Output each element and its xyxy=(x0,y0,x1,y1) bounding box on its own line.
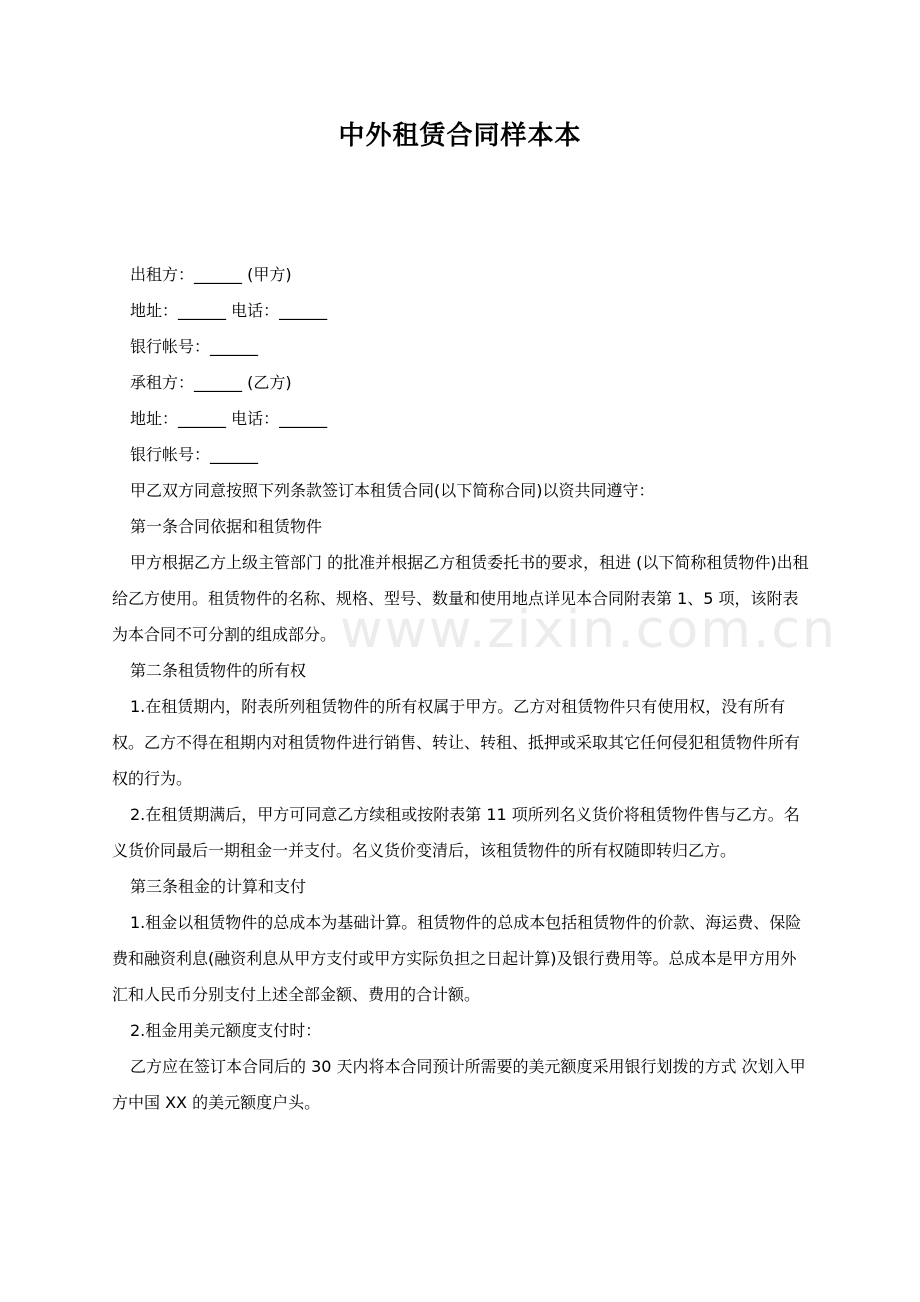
party-a-bank-line: 银行帐号：______ xyxy=(130,337,259,356)
article-3-clause-1: 1.租金以租赁物件的总成本为基础计算。租赁物件的总成本包括租赁物件的价款、海运费、保险费和融资利息(融资利息从甲方支付或甲方实际负担之日起计算)及银行费用等。总成本是甲方用外汇和人民币分别支付上述全部金额、费用的合计额。 xyxy=(112,913,802,1004)
party-b-line: 承租方：______ (乙方) xyxy=(130,373,292,392)
preamble-paragraph: 甲乙双方同意按照下列条款签订本租赁合同(以下简称合同)以资共同遵守： xyxy=(130,481,655,500)
party-b-address-line: 地址：______ 电话：______ xyxy=(130,409,328,428)
watermark: www.zixin.com.cn xyxy=(340,600,837,660)
article-2-clause-2: 2.在租赁期满后，甲方可同意乙方续租或按附表第 11 项所列名义货价将租赁物件售与乙方。名义货价同最后一期租金一并支付。名义货价变清后，该租赁物件的所有权随即转归乙方。 xyxy=(112,805,800,860)
article-2-heading: 第二条租赁物件的所有权 xyxy=(130,661,307,680)
article-2-clause-1: 1.在租赁期内，附表所列租赁物件的所有权属于甲方。乙方对租赁物件只有使用权，没有所有权。乙方不得在租期内对租赁物件进行销售、转让、转租、抵押或采取其它任何侵犯租赁物件所有权的行为。 xyxy=(112,697,801,788)
article-1-body: 甲方根据乙方上级主管部门 的批准并根据乙方租赁委托书的要求，租进 (以下简称租赁物件)出租给乙方使用。租赁物件的名称、规格、型号、数量和使用地点详见本合同附表第 1、5 项，该附表为本合同不可分割的组成部分。 xyxy=(112,553,809,644)
article-3-heading: 第三条租金的计算和支付 xyxy=(130,877,307,896)
party-b-bank-line: 银行帐号：______ xyxy=(130,445,259,464)
article-3-clause-2-detail: 乙方应在签订本合同后的 30 天内将本合同预计所需要的美元额度采用银行划拨的方式 次划入甲方中国 XX 的美元额度户头。 xyxy=(112,1057,806,1112)
article-3-clause-2: 2.租金用美元额度支付时： xyxy=(130,1021,322,1040)
party-a-address-line: 地址：______ 电话：______ xyxy=(130,301,328,320)
document-title: 中外租赁合同样本本 xyxy=(338,121,582,151)
document-body xyxy=(112,257,812,1121)
article-1-heading: 第一条合同依据和租赁物件 xyxy=(130,517,323,536)
party-a-line: 出租方：______ (甲方) xyxy=(130,265,292,284)
